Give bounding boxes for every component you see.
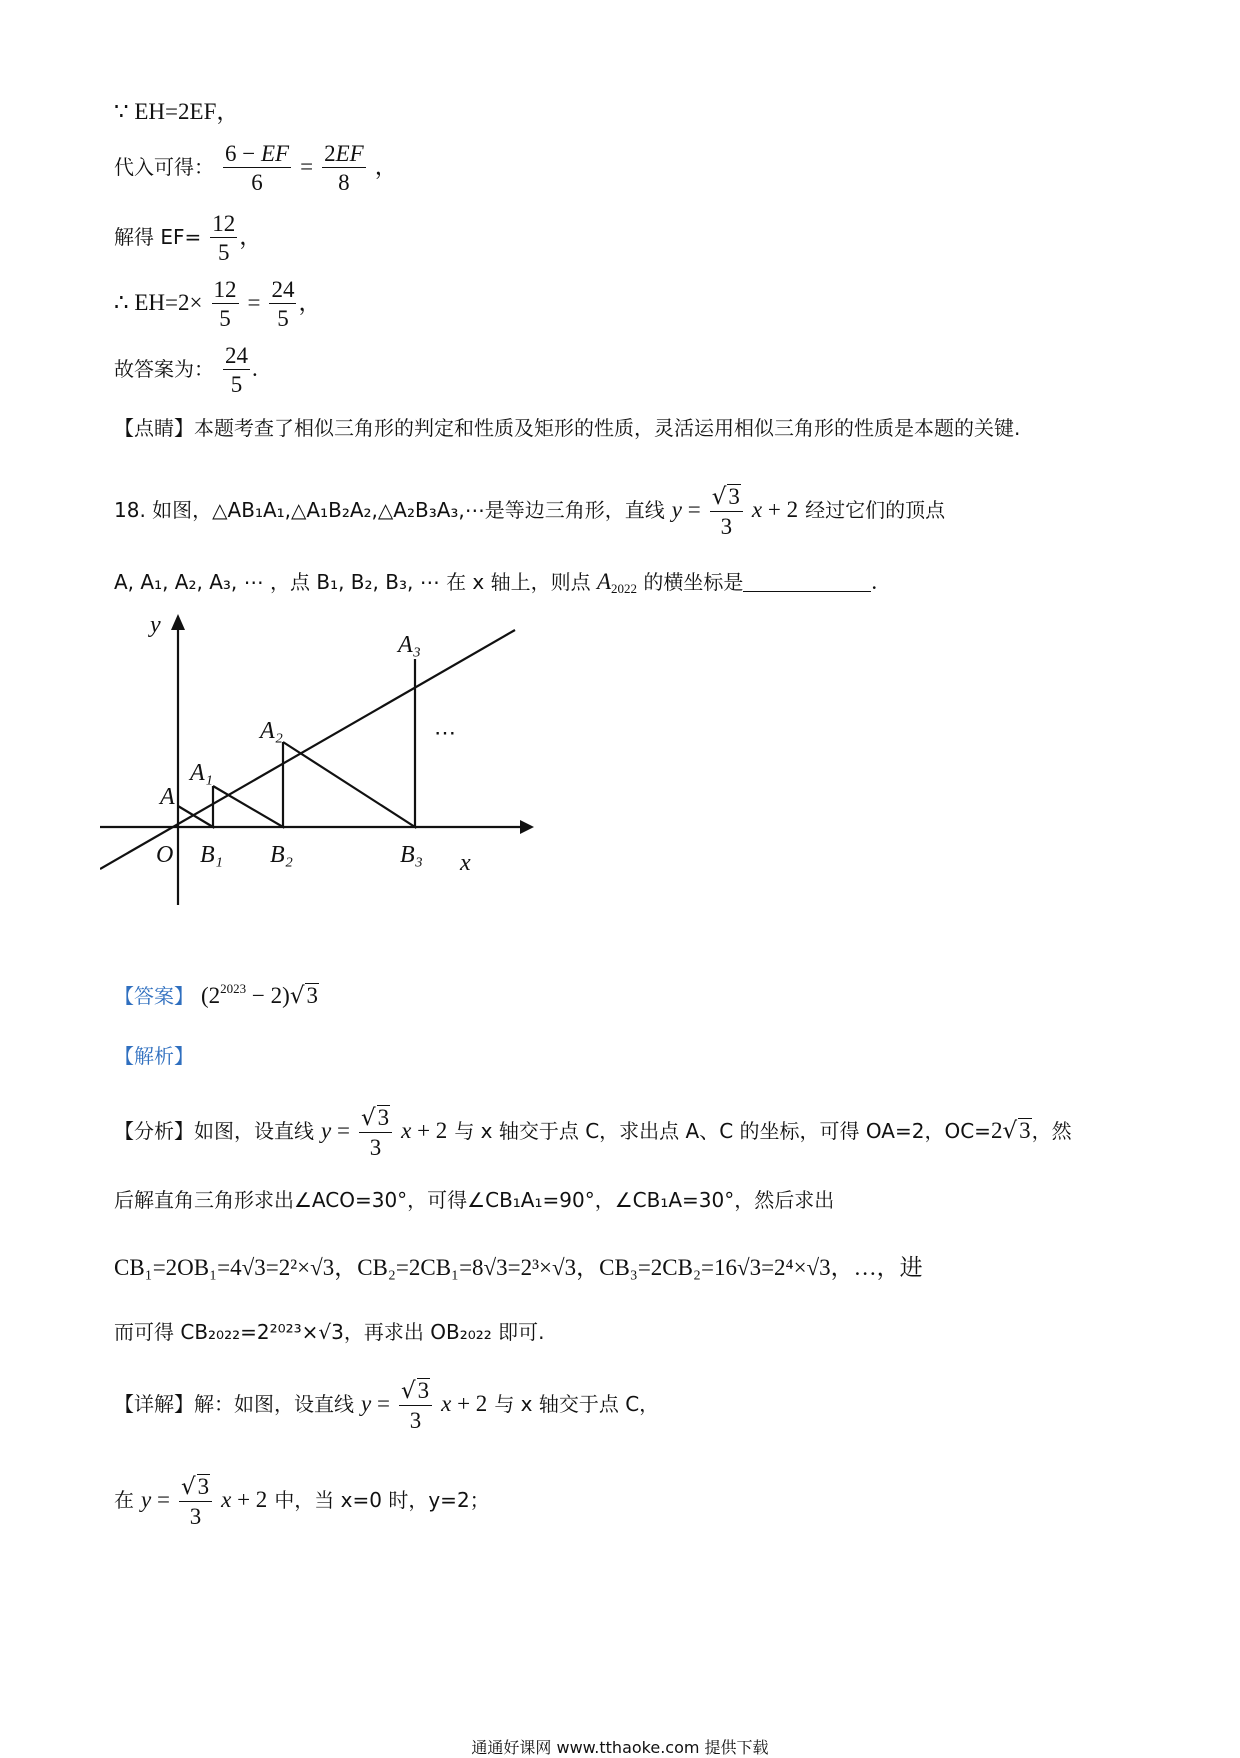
xiangjie-line2: 在 y = $\frac{√3}{3}$ x + 2 中，当 x=0 时，y=2； [114, 1474, 490, 1529]
y-axis-arrow [171, 614, 185, 630]
label-B1: B₁ [200, 842, 224, 868]
line-solve-ef: 解得 EF= $\frac{12}{5}$ ， [114, 211, 263, 265]
line-eh-2ef: ∵ EH=2EF， [114, 99, 240, 124]
answer-line [114, 982, 319, 1008]
label-solve: 解得 EF= [114, 225, 202, 249]
answer-expression: $(2^{2023} - 2)√3$ [201, 981, 318, 1009]
line-substitute: 代入可得： $\frac{6 - EF}{6}$ = $\frac{2EF}{8}$ ， [114, 141, 398, 195]
fraction-right: $\frac{2EF}{8}$ [324, 141, 364, 195]
line-answer-prev: 故答案为： $\frac{24}{5}$ . [114, 343, 258, 397]
label-B2: B₂ [270, 842, 294, 868]
triangle-3 [283, 659, 415, 827]
fenxi-line1: 【分析】如图，设直线 y = $\frac{√3}{3}$ x + 2 与 x 轴交于点 C，求出点 A、C 的坐标，可得 OA=2，OC=2√3，然 [114, 1105, 1072, 1160]
x-axis-arrow [520, 820, 534, 834]
question-18-line2: A, A₁, A₂, A₃, ⋯ ，点 B₁, B₂, B₃, ⋯ 在 x 轴上，则点 $A_{2022}$ 的横坐标是 . [114, 569, 878, 596]
question-18-line1: 18. 如图，△AB₁A₁,△A₁B₂A₂,△A₂B₃A₃,⋯是等边三角形，直线 y = $\frac{√3}{3}$ x + 2 经过它们的顶点 [114, 484, 946, 539]
label-A3: A₃ [398, 632, 422, 658]
answer-label: 【答案】 [114, 984, 194, 1008]
label-dots: ⋯ [434, 721, 456, 746]
fenxi-line4: 而可得 CB₂₀₂₂=2²⁰²³×√3，再求出 OB₂₀₂₂ 即可. [114, 1320, 545, 1344]
geometry-figure [100, 610, 550, 910]
fenxi-line3: CB₁=2OB₁=4√3=2²×√3，CB₂=2CB₁=8√3=2³×√3，CB₃=2CB₂=16√3=2⁴×√3，…，进 [114, 1255, 923, 1280]
dianjing-note: 【点睛】本题考查了相似三角形的判定和性质及矩形的性质，灵活运用相似三角形的性质是本题的关键. [114, 416, 1021, 440]
label-x: x [460, 850, 471, 876]
line-y-sqrt3-x-plus-2 [100, 630, 515, 869]
footer-source: 通通好课网 www.tthaoke.com 提供下载 [471, 1738, 769, 1757]
label-A2: A₂ [260, 718, 284, 744]
jiexi-label: 【解析】 [114, 1044, 194, 1068]
label-y: y [150, 612, 161, 638]
answer-blank [743, 571, 871, 592]
label-substitute: 代入可得： [114, 155, 214, 179]
line-eh-value: ∴ EH=2× $\frac{12}{5}$ = $\frac{24}{5}$ ， [114, 277, 322, 331]
fraction-left: $\frac{6 - EF}{6}$ [225, 141, 290, 195]
xiangjie-line1: 【详解】解：如图，设直线 y = $\frac{√3}{3}$ x + 2 与 x 轴交于点 C， [114, 1378, 660, 1433]
label-B3: B₃ [400, 842, 424, 868]
label-O: O [156, 842, 174, 868]
label-A1: A₁ [190, 760, 214, 786]
label-A: A [160, 784, 175, 810]
fenxi-line2: 后解直角三角形求出∠ACO=30°，可得∠CB₁A₁=90°，∠CB₁A=30°，然后求出 [114, 1188, 835, 1212]
